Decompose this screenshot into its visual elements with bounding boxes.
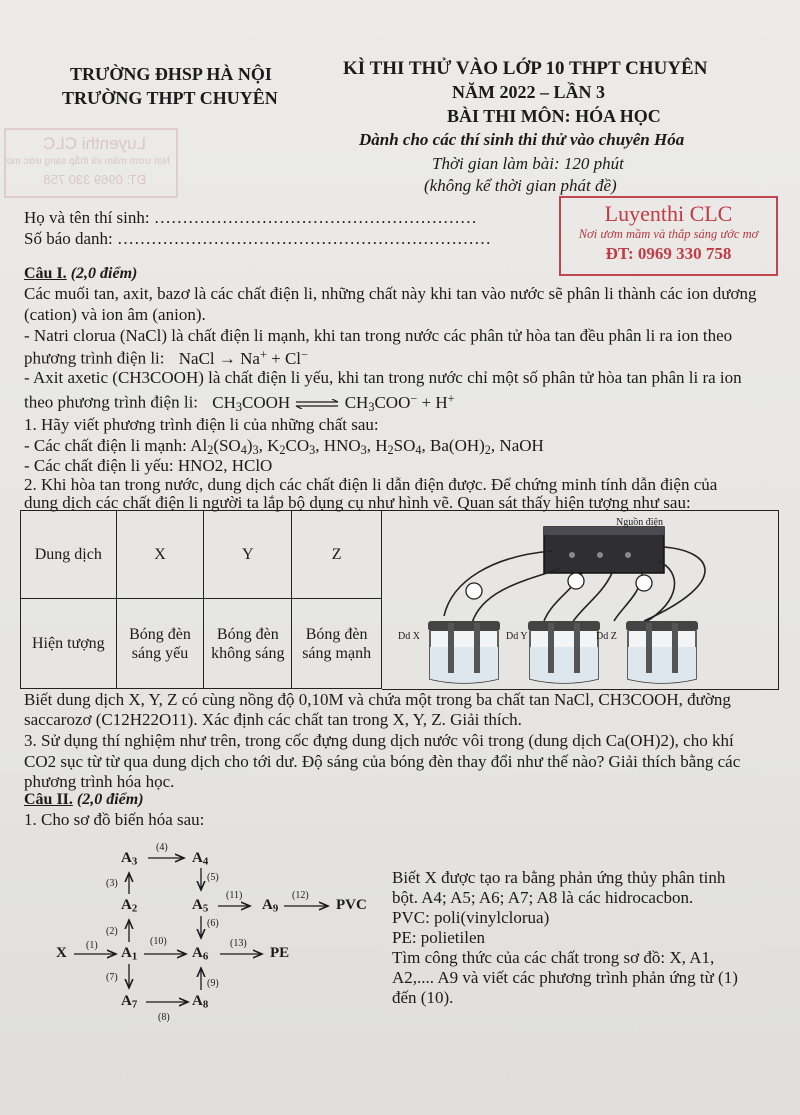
node-a2: $A_2$ xyxy=(121,897,138,915)
audience: Dành cho các thí sinh thi thử vào chuyên Hóa xyxy=(359,130,685,149)
cup-label-y: Dd Y xyxy=(506,631,528,642)
step-6: (6) xyxy=(207,918,219,929)
q1-points: (2,0 điểm) xyxy=(70,265,138,282)
node-a7: $A_7$ xyxy=(121,993,138,1011)
q1-acid-line1: - Axit axetic (CH3COOH) là chất điện li yếu, khi tan trong nước chỉ một số phân tử hòa tan phân li ra ion xyxy=(24,368,742,387)
ghost-stamp-slogan: Nơi ươm mầm và thắp sáng ước mơ xyxy=(5,156,170,167)
q2-heading xyxy=(24,791,144,809)
cup-label-z: Dd Z xyxy=(596,631,617,642)
q1-acid-line2 xyxy=(24,391,455,415)
node-a1: $A_1$ xyxy=(121,945,138,963)
school-line1: TRƯỜNG ĐHSP HÀ NỘI xyxy=(70,64,272,84)
q2-task1: 1. Cho sơ đồ biến hóa sau: xyxy=(24,810,205,829)
ghost-stamp-name: Luyenthi CLC xyxy=(42,134,146,153)
table-col-y: Y xyxy=(204,511,292,599)
table-head-label: Dung dịch xyxy=(21,511,117,599)
step-3: (3) xyxy=(106,878,118,889)
q2-desc-line3: PVC: poli(vinylclorua) xyxy=(392,908,550,927)
stamp xyxy=(559,196,778,276)
subject: BÀI THI MÔN: HÓA HỌC xyxy=(447,106,661,126)
q1-task3-line2: CO2 sục từ từ qua dung dịch cho tới dư. Độ sáng của bóng đèn thay đổi như thế nào? Giải thích bằng các xyxy=(24,752,741,771)
step-5: (5) xyxy=(207,872,219,883)
duration-note: (không kể thời gian phát đề) xyxy=(424,176,617,195)
q1-intro-line1: Các muối tan, axit, bazơ là các chất điện li, những chất này khi tan vào nước sẽ phân li thành các ion dương xyxy=(24,284,757,303)
node-pvc: PVC xyxy=(336,897,367,913)
node-pe: PE xyxy=(270,945,290,961)
q2-desc-line5: Tìm công thức của các chất trong sơ đồ: X, A1, xyxy=(392,948,715,967)
exam-year: NĂM 2022 – LẦN 3 xyxy=(452,82,605,102)
q2-desc-line1: Biết X được tạo ra bằng phản ứng thủy phân tinh xyxy=(392,868,726,887)
acid-eq-label: theo phương trình điện li: xyxy=(24,392,199,412)
step-1: (1) xyxy=(86,940,98,951)
strong-formulas: $Al_2(SO_4)_3$, $K_2CO_3$, $HNO_3$, $H_2SO_4$, $Ba(OH)_2$, NaOH xyxy=(190,436,544,458)
node-a3: $A_3$ xyxy=(121,850,138,868)
equilibrium-arrow xyxy=(294,394,340,414)
q1-task2-line1: 2. Khi hòa tan trong nước, dung dịch các chất điện li dẫn điện được. Để chứng minh tính dẫn điện của xyxy=(24,475,718,494)
step-2: (2) xyxy=(106,926,118,937)
step-13: (13) xyxy=(230,938,247,949)
q1-intro-line2: (cation) và ion âm (anion). xyxy=(24,305,206,324)
q2-title: Câu II. xyxy=(24,791,73,808)
q2-desc-line4: PE: polietilen xyxy=(392,928,486,947)
q2-points: (2,0 điểm) xyxy=(76,791,144,808)
step-7: (7) xyxy=(106,972,118,983)
q2-desc-line2: bột. A4; A5; A6; A7; A8 là các hidrocacbon. xyxy=(392,888,694,907)
school-line2: TRƯỜNG THPT CHUYÊN xyxy=(62,88,278,108)
table-col-x: X xyxy=(116,511,204,599)
node-a6: $A_6$ xyxy=(192,945,209,963)
duration: Thời gian làm bài: 120 phút xyxy=(432,154,624,173)
weak-label: - Các chất điện li yếu: xyxy=(24,456,174,475)
nacl-eq-label: phương trình điện li: xyxy=(24,348,165,368)
node-a8: $A_8$ xyxy=(192,993,209,1011)
ghost-stamp xyxy=(4,128,178,198)
table-result-y: Bóng đèn không sáng xyxy=(204,599,292,689)
table-result-x: Bóng đèn sáng yếu xyxy=(116,599,204,689)
q1-task1: 1. Hãy viết phương trình điện li của những chất sau: xyxy=(24,415,379,434)
step-4: (4) xyxy=(156,842,168,853)
step-9: (9) xyxy=(207,978,219,989)
q1-task2-line2: dung dịch các chất điện li người ta lắp bộ dụng cụ như hình vẽ. Quan sát thấy hiện tượng như sau: xyxy=(24,493,691,512)
power-source-label: Nguồn điện xyxy=(616,517,663,528)
candidate-name: Họ và tên thí sinh: ………………………………………………… xyxy=(24,208,477,227)
step-11: (11) xyxy=(226,890,243,901)
q1-weak-list xyxy=(24,456,272,476)
q1-strong-list xyxy=(24,436,544,458)
q1-after-line1: Biết dung dịch X, Y, Z có cùng nồng độ 0,10M và chứa một trong ba chất tan NaCl, CH3COOH, đường xyxy=(24,690,731,709)
q1-after-line2: saccarozơ (C12H22O11). Xác định các chất tan trong X, Y, Z. Giải thích. xyxy=(24,710,522,729)
q1-title: Câu I. xyxy=(24,265,67,282)
q1-nacl-line1: - Natri clorua (NaCl) là chất điện li mạnh, khi tan trong nước các phân tử hòa tan đều phân li ra ion theo xyxy=(24,326,733,345)
q2-desc-line7: đến (10). xyxy=(392,988,454,1007)
step-12: (12) xyxy=(292,890,309,901)
nacl-equation: NaCl → Na+ + Cl− xyxy=(178,347,308,368)
exam-title: KÌ THI THỬ VÀO LỚP 10 THPT CHUYÊN xyxy=(343,58,708,79)
q1-task3-line3: phương trình hóa học. xyxy=(24,772,175,791)
q1-nacl-line2 xyxy=(24,347,308,369)
acid-equation: $CH_3COOH$ $CH_3COO^- + H^+$ xyxy=(212,391,455,414)
observation-table xyxy=(20,510,382,689)
node-a4: $A_4$ xyxy=(192,850,209,868)
strong-label: - Các chất điện li mạnh: xyxy=(24,436,187,455)
node-a5: $A_5$ xyxy=(192,897,209,915)
node-a9: $A_9$ xyxy=(262,897,279,915)
table-row-label: Hiện tượng xyxy=(21,599,117,689)
apparatus-illustration xyxy=(382,511,778,689)
conductivity-figure xyxy=(382,510,779,690)
cup-label-x: Dd X xyxy=(398,631,420,642)
node-x: X xyxy=(56,945,67,961)
stamp-slogan: Nơi ươm mầm và thắp sáng ước mơ xyxy=(578,227,759,241)
stamp-name: Luyenthi CLC xyxy=(604,201,733,226)
ghost-stamp-phone: ĐT: 0969 330 758 xyxy=(43,172,146,187)
q2-desc-line6: A2,.... A9 và viết các phương trình phản ứng từ (1) xyxy=(392,968,738,987)
q1-heading xyxy=(24,265,137,283)
table-result-z: Bóng đèn sáng mạnh xyxy=(292,599,382,689)
q1-task3-line1: 3. Sử dụng thí nghiệm như trên, trong cốc đựng dung dịch nước vôi trong (dung dịch Ca(OH)2), cho khí xyxy=(24,731,734,750)
stamp-phone: ĐT: 0969 330 758 xyxy=(605,244,732,263)
candidate-id: Số báo danh: ………………………………………………………… xyxy=(24,229,492,248)
table-col-z: Z xyxy=(292,511,382,599)
step-8: (8) xyxy=(158,1012,170,1023)
weak-formulas: HNO2, HClO xyxy=(177,456,273,475)
step-10: (10) xyxy=(150,936,167,947)
